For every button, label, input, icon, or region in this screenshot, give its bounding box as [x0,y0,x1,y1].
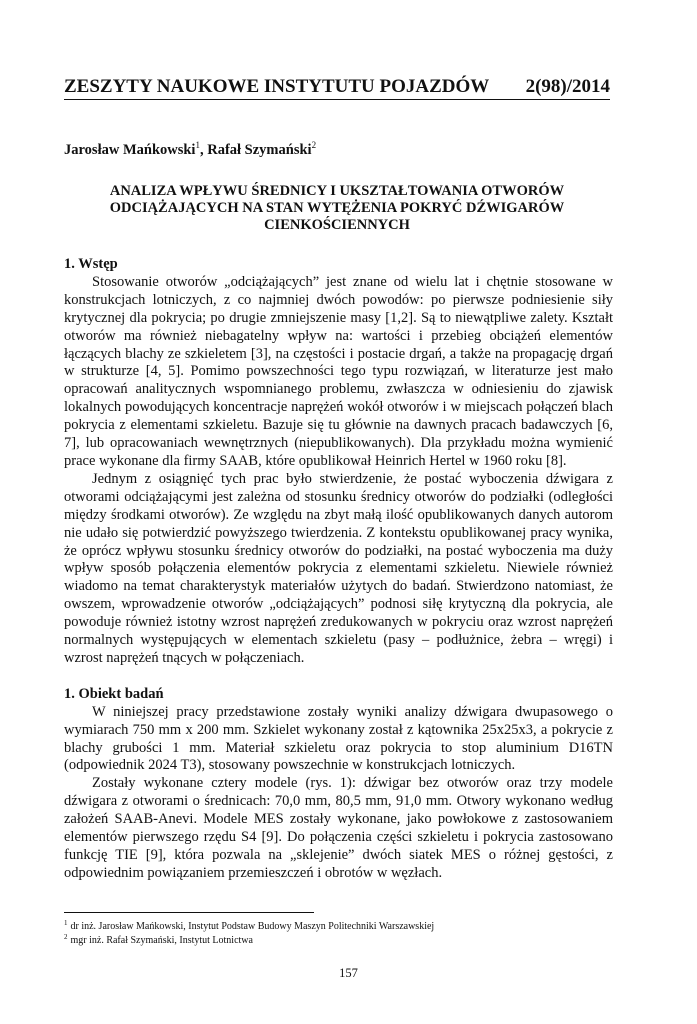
journal-issue: 2(98)/2014 [525,76,610,97]
footnote-text: dr inż. Jarosław Mańkowski, Instytut Podstaw Budowy Maszyn Politechniki Warszawskiej [70,921,435,932]
section-heading: 1. Obiekt badań [64,685,164,702]
section-heading: 1. Wstęp [64,256,118,272]
footnote-text: mgr inż. Rafał Szymański, Instytut Lotnictwa [70,934,253,946]
author-affiliation-mark: 1 [195,140,200,150]
article-body [64,256,613,883]
journal-header [64,76,610,100]
author-name: Rafał Szymański [207,142,312,158]
author-separator: , [199,142,208,158]
paragraph: Jednym z osiągnięć tych prac było stwierdzenie, że postać wyboczenia dźwigara z otworami odciążającymi jest zależna od stosunku średnicy otworów do podziałki (odległości między środkami otworów). Ze względu na zbyt małą ilość opublikowanych danych autorom nie udało się potwierdzić powyższego twierdzenia. Z kontekstu opublikowanej pracy wynika, że oprócz wpływu stosunku średnicy otworów do podziałki, na postać wyboczenia ma duży wpływ sposób połączenia elementów pokrycia z elementami szkieletu. Niewiele również wiadomo na temat charakterystyk materiałów użytych do badań. Stwierdzono natomiast, że owszem, wprowadzenie otworów „odciążających” podnosi siłę krytyczną dla pokrycia, ale powoduje również istotny wzrost naprężeń zredukowanych w pokryciu oraz wzrost naprężeń normalnych występujących w elementach szkieletu (pasy – podłużnice, żebra – wręgi) i wzrost naprężeń tnących w połączeniach. [64,470,613,666]
title-line: ANALIZA WPŁYWU ŚREDNICY I UKSZTAŁTOWANIA OTWORÓW [109,183,565,199]
footnotes [64,920,624,947]
paragraph: W niniejszej pracy przedstawione zostały wyniki analizy dźwigara dwupasowego o wymiarach 750 mm x 200 mm. Szkielet wykonany został z kątownika 25x25x3, a pokrycie z blachy grubości 1 mm. Materiał szkieletu oraz pokrycia to stop aluminium D16TN (odpowiednik 2024 T3), stosowany powszechnie w konstrukcjach lotniczych. [64,703,613,774]
footnote-mark: 2 [64,932,68,941]
authors [64,141,316,159]
footnote [64,920,624,934]
footnote [64,934,624,948]
footnote-divider [64,912,314,913]
title-line: ODCIĄŻAJĄCYCH NA STAN WYTĘŻENIA POKRYĆ DŹWIGARÓW [109,200,565,216]
paragraph: Zostały wykonane cztery modele (rys. 1): dźwigar bez otworów oraz trzy modele dźwigara z otworami o średnicach: 70,0 mm, 80,5 mm, 91,0 mm. Otwory wykonano według założeń SAAB-Anevi. Modele MES zostały wykonane, jako powłokowe z zastosowaniem elementów pierwszego rzędu S4 [9]. Do połączenia części szkieletu i pokrycia zastosowano funkcję TIE [9], która pozwala na „sklejenie” dwóch siatek MES o różnej gęstości, z odpowiednim powiązaniem przemieszczeń i obrotów w węzłach. [64,775,613,881]
journal-name: ZESZYTY NAUKOWE INSTYTUTU POJAZDÓW [64,76,490,97]
paper-title [64,183,610,234]
title-line: CIENKOŚCIENNYCH [264,217,410,233]
footnote-mark: 1 [64,919,68,927]
author-name: Jarosław Mańkowski [64,142,196,158]
author-affiliation-mark: 2 [311,140,317,150]
paragraph: Stosowanie otworów „odciążających” jest znane od wielu lat i chętnie stosowane w konstrukcjach lotniczych, z co najmniej dwóch powodów: po pierwsze podniesienie siły krytycznej dla pokrycia; po drugie zmniejszenie masy [1,2]. Są to niewątpliwe zalety. Kształt otworów ma również niebagatelny wpływ na: wartości i przebieg obciążeń elementów łączących blachy ze szkieletem [3], na częstości i postacie drgań, a także na propagację drgań w strukturze [4, 5]. Pomimo powszechności tego typu rozwiązań, w literaturze jest mało opracowań analitycznych wspomnianego problemu, zwłaszcza w odniesieniu do zjawisk lokalnych powodujących koncentracje naprężeń wokół otworów i w miejscach połączeń blach pokrycia z elementami szkieletu. Bazuje się tu głównie na dawnych pracach badawczych [6, 7], lub opracowaniach wewnętrznych (niepublikowanych). Dla przykładu można wymienić prace wykonane dla firmy SAAB, które opublikował Heinrich Hertel w 1960 roku [8]. [64,273,613,469]
page-number: 157 [339,966,358,980]
